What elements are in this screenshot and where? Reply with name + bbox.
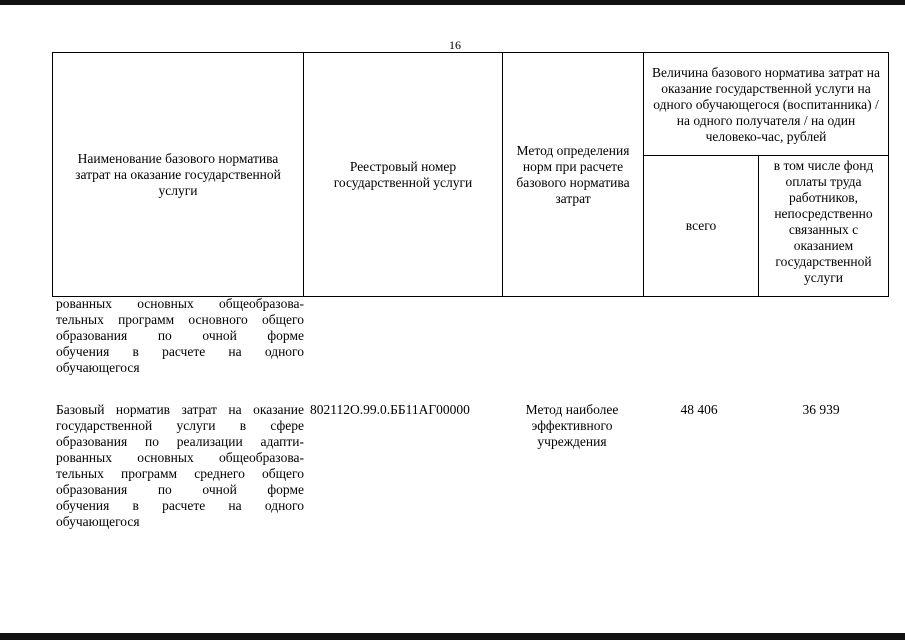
header-value-group-cell: Величина базового норматива затрат на оказание государственной услуги на одного обучающегося (воспитанника) / на одного получателя / на один человеко-час, рублей [644,53,889,156]
row-1-name-line: тельных программ основного общего [56,312,304,327]
row-2-name-line: обучающегося [56,514,140,529]
row-1-name-line: обучающегося [56,360,140,375]
row-2-total: 48 406 [680,402,718,417]
page-top-border [0,0,905,5]
header-name-cell: Наименование базового норматива затрат на оказание государственной услуги [53,53,304,297]
header-fund-cell: в том числе фонд оплаты труда работников, непосредственно связанных с оказанием государственной услуги [759,156,889,297]
row-2-name [56,402,304,530]
page-bottom-border [0,633,905,640]
row-1-name-line: обучения в расчете на одного [56,344,304,359]
row-2-name-line: государственной услуги в сфере [56,418,304,433]
row-2-name-line: тельных программ среднего общего [56,466,304,481]
row-2-method-line: учреждения [537,434,607,449]
row-2-method [502,402,642,450]
row-2-name-line: Базовый норматив затрат на оказание [56,402,304,417]
header-registry-cell: Реестровый номер государственной услуги [304,53,503,297]
row-2-registry-number: 802112О.99.0.ББ11АГ00000 [310,402,470,417]
row-1-name [56,296,304,376]
row-2-method-line: Метод наиболее [525,402,619,417]
row-2-name-line: образования по очной форме [56,482,304,497]
row-2-method-line: эффективного [531,418,613,433]
header-method-cell: Метод определения норм при расчете базового норматива затрат [503,53,644,297]
page-number: 16 [449,38,461,52]
row-1-name-line: рованных основных общеобразова- [56,296,304,311]
row-2-name-line: обучения в расчете на одного [56,498,304,513]
row-2-fund: 36 939 [802,402,840,417]
row-1-name-line: образования по очной форме [56,328,304,343]
row-2-name-line: образования по реализации адапти- [56,434,304,449]
table-header [52,52,889,297]
header-total-cell: всего [644,156,759,297]
row-2-name-line: рованных основных общеобразова- [56,450,304,465]
